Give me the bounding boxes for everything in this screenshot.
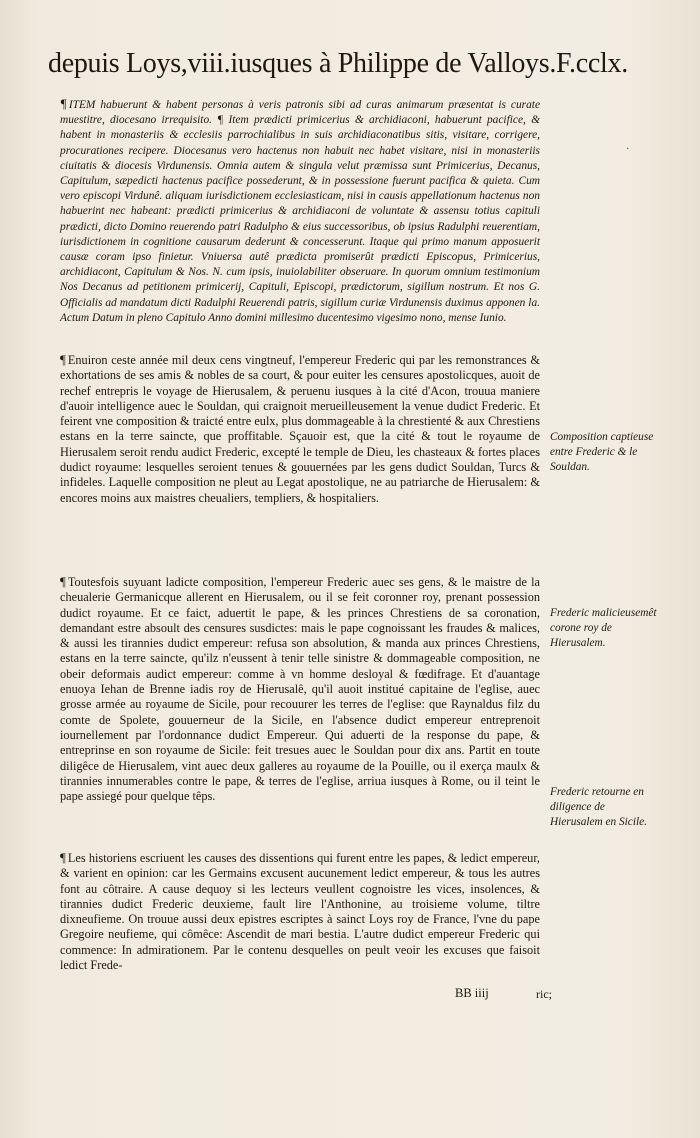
paragraph-1: [60, 352, 540, 506]
ink-speck: ·: [626, 144, 630, 155]
pilcrow-icon: ¶: [60, 352, 66, 367]
margin-note-coronation: Frederic malicieusemêt corone roy de Hierusalem.: [550, 607, 657, 649]
paragraph-2-text: Toutesfois suyuant ladicte composition, l'empereur Frederic auec ses gens, & le maistre de la cheualerie Germanicque allerent en Hierusalem, ou il se feit coronner roy, prenant possession dudict royaume. Et ce faict, aduertit le pape, & les princes Chrestiens de sa coronation, demandant estre absoult des censures susdictes: mais le pape cognoissant les fraudes & malices, & aussi les tirannies dudict empereur: refusa son absolution, & manda aux princes Chrestiens, estans en la terre saincte, qu'ilz n'eussent à tenir telle sinistre & dommageable composition, ne obeir deformais audict empereur: comme à vn homme desloyal & fœdifrage. Et d'auantage enuoya Iehan de Brenne iadis roy de Hierusalê, qu'il auoit institué capitaine de l'eglise, auec grosse armée au royaume de Sicile, pour recouurer les terres de l'eglise: que Raynaldus filz du comte de Spolete, gouuerneur de la Sicile, en l'absence dudict empereur entreprenoit iournellement par l'ordonnance dudict Empereur. Qui aduerti de la response du pape, & entreprinse en son royaume de Sicile: feit tresues auec le Souldan pour dix ans. Partit en toute diligêce de Hierusalem, vint auec deux galleres au royaume de la Pouille, ou il exerça maulx & tirannies innumerables contre le pape, & terres de l'eglise, arriua iusques à Rome, ou il teint le pape assiegé pour quelque têps.: [60, 575, 540, 804]
margin-note-return: Frederic retourne en diligence de Hierusalem en Sicile.: [550, 786, 647, 828]
latin-paragraph: [60, 96, 540, 326]
signature-mark: BB iiij: [455, 986, 489, 1000]
paragraph-2: [60, 574, 540, 804]
paragraph-1-text: Enuiron ceste année mil deux cens vingtneuf, l'empereur Frederic qui par les remonstrances & exhortations de ses amis & nobles de sa court, & pour euiter les censures apostolicques, auoit de rechef entrepris le voyage de Hierusalem, & peruenu iusques à la cité d'Acon, trouua maniere d'auoir intelligence auec le Souldan, qui craignoit merueilleusement la venue dudict Frederic. Et feirent vne composition & traicté entre eulx, plus dommageable à la chrestienté & aux Chrestiens estans en la terre saincte, que proffitable. Sçauoir est, que la cité & tout le royaume de Hierusalem seroit rendu audict Frederic, excepté le temple de Dieu, les chasteaux & fortes places dudict royaume: lesquelles seroient tenues & gouuernées par les gens dudict Souldan, Turcs & infideles. Laquelle composition ne pleut au Legat apostolique, ne au patriarche de Hierusalem: & encores moins aux maistres cheualiers, templiers, & hospitaliers.: [60, 353, 540, 505]
latin-text: ITEM habuerunt & habent personas à veris patronis sibi ad curas animarum præsentat is curate muestitre, diocesano irrequisito. ¶ Item prædicti primicerius & archidiaconi, habuerunt pacifice, & habent in monasteriis & ecclesiis parrochialibus in suis archidiaconatibus sitis, visitare, corrigere, procurationes recipere. Diocesanus vero hactenus non habuit nec habet visitare, nisi in monasteriis ciuitatis & diocesis Virdunensis. Omnia autem & singula velut præmissa sunt Primicerius, Decanus, Capitulum, sæpedicti hactenus pacifice possederunt, & in possessione fuerunt pacifica & quieta. Cum vero episcopi Virdunê. aliquam iurisdictionem ecclesiasticam, nisi in causis appellationum hactenus non habuerint nec habeant: prædicti primicerius & archidiaconi de voluntate & assensu totius capituli prædicti, dicto Domino reuerendo patri Radulpho & eius successoribus, ob ipsius Radulphi reuerentiam, iurisdictionem in cognitione causarum dederunt & concesserunt. Itaque qui primo manum apposuerit causæ coram ipso finietur. Vniuersa autê prædicta promiserût prædicti Episcopus, Primicerius, archidiacont, Capitulum & Nos. N. cum ipsis, inuiolabiliter obseruare. In quorum omnium testimonium Nos Decanus ad petitionem primicerij, Capituli, Episcopi, prædictorum, sigillum nostrum. Et nos G. Officialis ad mandatum dicti Radulphi Reuerendi patris, sigillum curiæ Virdunensis duximus apponen la. Actum Datum in pleno Capitulo Anno domini millesimo ducentesimo vigesimo nono, mense Iunio.: [60, 99, 540, 324]
running-head: depuis Loys,viii.iusques à Philippe de Valloys.F.cclx.: [48, 48, 628, 79]
catchword: ric;: [536, 987, 552, 1001]
pilcrow-icon: ¶: [60, 574, 66, 589]
pilcrow-icon: ¶: [60, 96, 67, 111]
margin-note-composition: Composition captieuse entre Frederic & le Souldan.: [550, 431, 654, 473]
paragraph-3: [60, 850, 540, 973]
pilcrow-icon: ¶: [60, 850, 66, 865]
paragraph-3-text: Les historiens escriuent les causes des dissentions qui furent entre les papes, & ledict empereur, & varient en opinion: car les Germains excusent aucunement ledict empereur, & tous les autres font au côtraire. A cause dequoy si les lecteurs veullent cognoistre les vices, insolences, & tirannies dudict Frederic deuxieme, fault lire l'Anthonine, au troisieme volume, tiltre dixneufieme. On trouue aussi deux epistres escriptes à sainct Loys roy de France, l'vne du pape Gregoire neufieme, qui cômêce: Ascendit de mari bestia. L'autre dudict empereur Frederic qui commence: In admirationem. Par le contenu desquelles on peult veoir les excuses que faisoit ledict Frede-: [60, 851, 540, 973]
